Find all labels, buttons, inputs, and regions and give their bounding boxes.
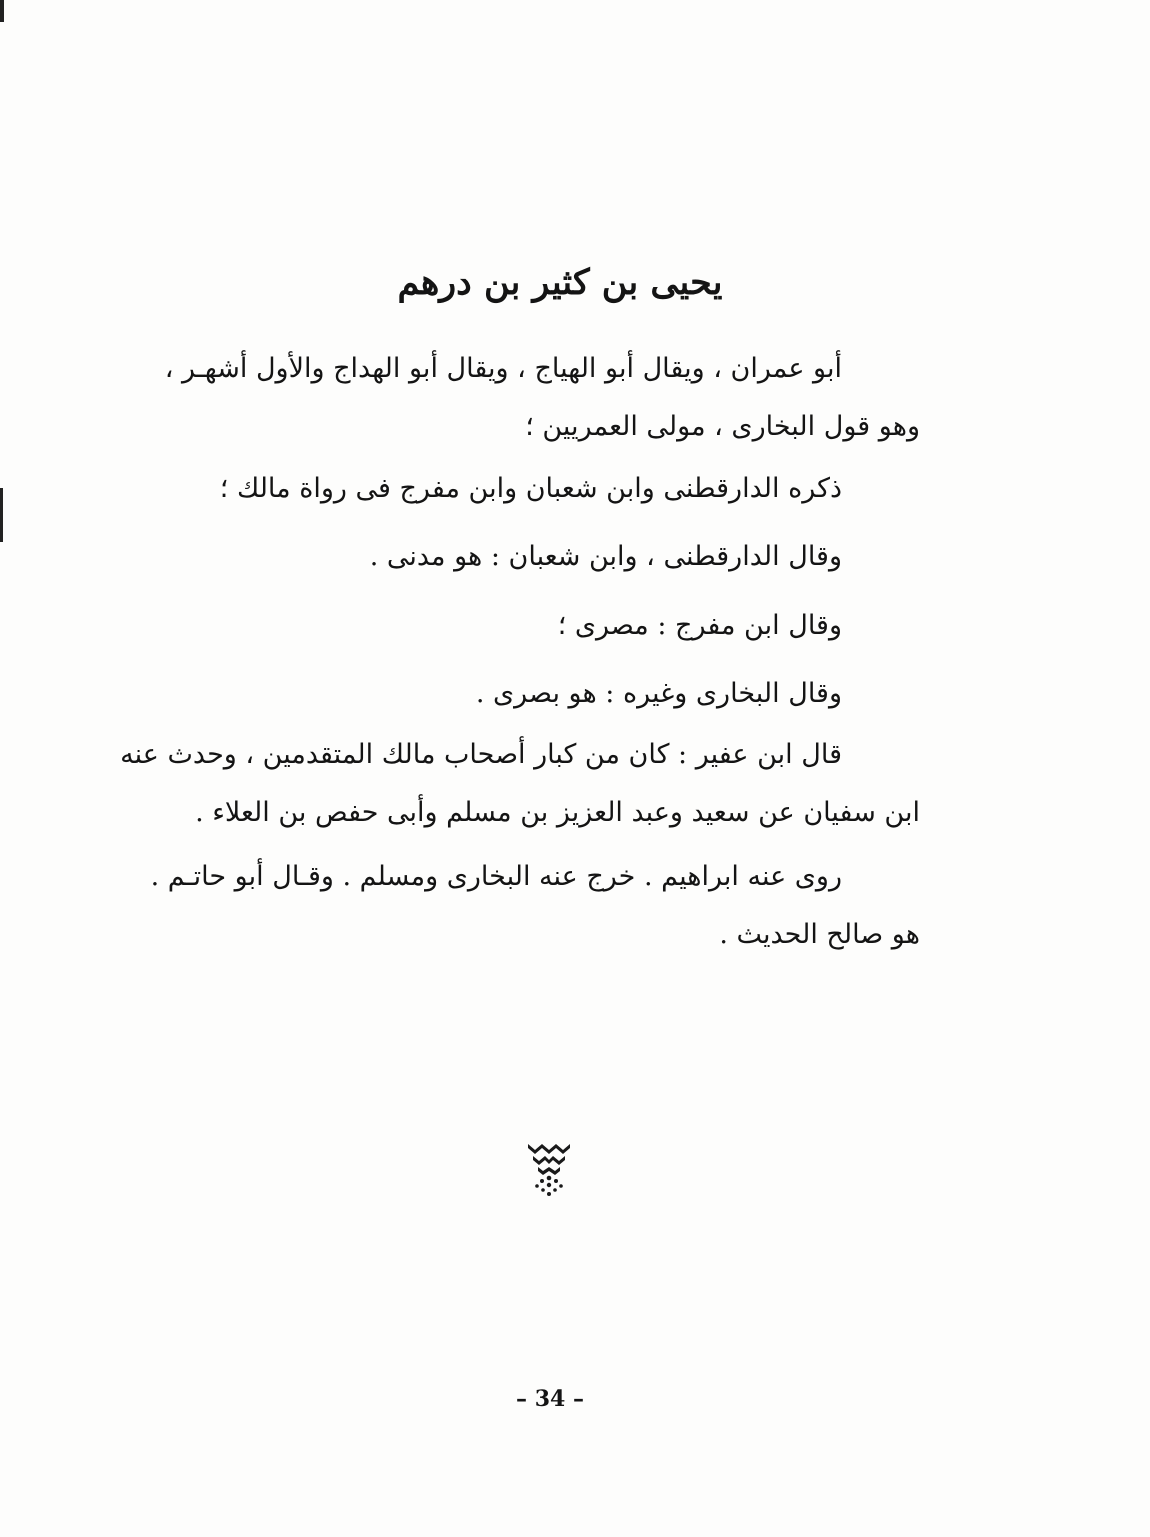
floral-ornament-icon: [525, 1140, 573, 1198]
scan-edge-mark-side: [0, 488, 3, 542]
text-line-9: روى عنه ابراهيم . خرج عنه البخارى ومسلم . وقـال أبو حاتـم .: [150, 861, 842, 892]
text-line-6: وقال البخارى وغيره : هو بصرى .: [475, 678, 842, 709]
text-line-7: قال ابن عفير : كان من كبار أصحاب مالك المتقدمين ، وحدث عنه: [120, 739, 842, 770]
text-line-5: وقال ابن مفرج : مصرى ؛: [557, 610, 842, 641]
text-line-10: هو صالح الحديث .: [719, 919, 920, 950]
text-line-8: ابن سفيان عن سعيد وعبد العزيز بن مسلم وأبى حفص بن العلاء .: [195, 797, 920, 828]
text-line-4: وقال الدارقطنى ، وابن شعبان : هو مدنى .: [369, 541, 842, 572]
scan-edge-mark-top: [0, 0, 4, 22]
text-line-2: وهو قول البخارى ، مولى العمريين ؛: [525, 411, 920, 442]
document-title: يحيى بن كثير بن درهم: [397, 262, 723, 303]
text-line-3: ذكره الدارقطنى وابن شعبان وابن مفرج فى رواة مالك ؛: [219, 473, 842, 504]
page-number: – 34 –: [516, 1386, 584, 1412]
text-line-1: أبو عمران ، ويقال أبو الهياج ، ويقال أبو الهداج والأول أشهـر ،: [164, 353, 842, 384]
